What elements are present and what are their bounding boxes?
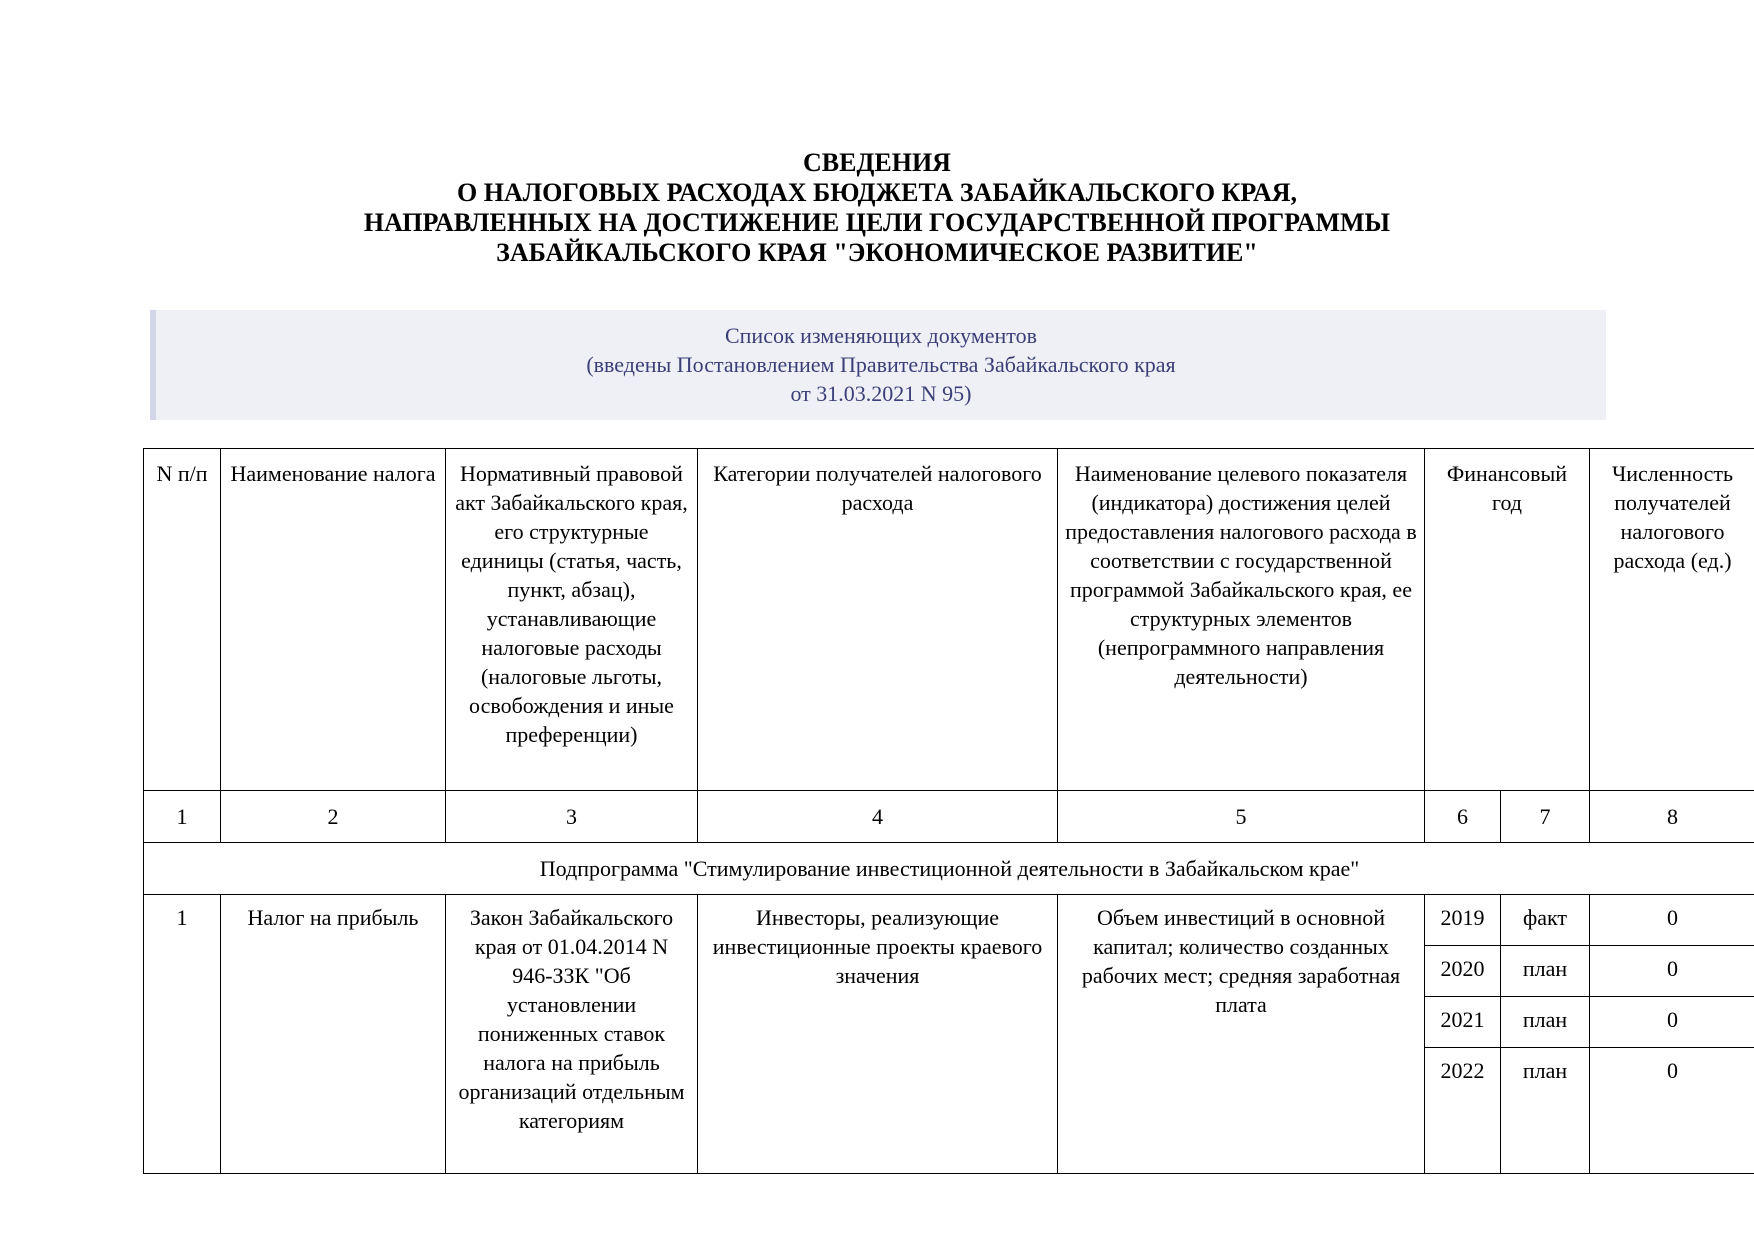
header-recipient-count: Численность получателей налогового расхода (ед.) bbox=[1590, 449, 1754, 791]
entry-year: 2020 bbox=[1425, 946, 1501, 997]
header-financial-year: Финансовый год bbox=[1425, 449, 1590, 791]
entry-recipient-count: 0 bbox=[1590, 1048, 1754, 1174]
title-line: СВЕДЕНИЯ bbox=[803, 148, 951, 177]
entry-year-type: план bbox=[1501, 1048, 1590, 1174]
entry-year-type: факт bbox=[1501, 895, 1590, 946]
header-tax-name: Наименование налога bbox=[221, 449, 446, 791]
header-legal-act: Нормативный правовой акт Забайкальского края, его структурные единицы (статья, часть, пункт, абзац), устанавливающие налоговые расходы (налоговые льготы, освобождения и иные преференции) bbox=[446, 449, 698, 791]
table-header-row bbox=[144, 449, 1754, 791]
entry-number: 1 bbox=[144, 895, 221, 1174]
header-recipient-categories: Категории получателей налогового расхода bbox=[698, 449, 1058, 791]
subprogram-row bbox=[144, 843, 1754, 895]
entry-recipient-count: 0 bbox=[1590, 997, 1754, 1048]
column-numbers-row bbox=[144, 791, 1754, 843]
entry-target-indicator: Объем инвестиций в основной капитал; количество созданных рабочих мест; средняя заработная плата bbox=[1058, 895, 1425, 1174]
column-number: 7 bbox=[1501, 791, 1590, 843]
entry-legal-act: Закон Забайкальского края от 01.04.2014 N 946-ЗЗК "Об установлении пониженных ставок налога на прибыль организаций отдельным категориям bbox=[446, 895, 698, 1174]
amending-documents-box bbox=[150, 310, 1606, 420]
title-line: ЗАБАЙКАЛЬСКОГО КРАЯ "ЭКОНОМИЧЕСКОЕ РАЗВИТИЕ" bbox=[496, 238, 1258, 267]
entry-recipient-count: 0 bbox=[1590, 895, 1754, 946]
entry-year-type: план bbox=[1501, 946, 1590, 997]
column-number: 5 bbox=[1058, 791, 1425, 843]
amending-documents-heading: Список изменяющих документов bbox=[724, 323, 1037, 348]
column-number: 1 bbox=[144, 791, 221, 843]
amending-documents-line: от 31.03.2021 N 95) bbox=[790, 381, 972, 406]
title-line: НАПРАВЛЕННЫХ НА ДОСТИЖЕНИЕ ЦЕЛИ ГОСУДАРСТВЕННОЙ ПРОГРАММЫ bbox=[363, 208, 1391, 237]
entry-year: 2021 bbox=[1425, 997, 1501, 1048]
column-number: 3 bbox=[446, 791, 698, 843]
entry-year: 2019 bbox=[1425, 895, 1501, 946]
entry-year: 2022 bbox=[1425, 1048, 1501, 1174]
subprogram-title: Подпрограмма "Стимулирование инвестиционной деятельности в Забайкальском крае" bbox=[144, 843, 1754, 895]
column-number: 6 bbox=[1425, 791, 1501, 843]
header-number: N п/п bbox=[144, 449, 221, 791]
amending-documents-line: (введены Постановлением Правительства Забайкальского края bbox=[586, 352, 1176, 377]
header-target-indicator: Наименование целевого показателя (индикатора) достижения целей предоставления налогового расхода в соответствии с государственной программой Забайкальского края, ее структурных элементов (непрограммного направления деятельности) bbox=[1058, 449, 1425, 791]
entry-year-type: план bbox=[1501, 997, 1590, 1048]
tax-expenditures-table bbox=[143, 448, 1754, 1174]
entry-recipient-categories: Инвесторы, реализующие инвестиционные проекты краевого значения bbox=[698, 895, 1058, 1174]
column-number: 2 bbox=[221, 791, 446, 843]
column-number: 4 bbox=[698, 791, 1058, 843]
entry-tax-name: Налог на прибыль bbox=[221, 895, 446, 1174]
column-number: 8 bbox=[1590, 791, 1754, 843]
document-title bbox=[0, 148, 1754, 268]
table-row bbox=[144, 895, 1754, 946]
title-line: О НАЛОГОВЫХ РАСХОДАХ БЮДЖЕТА ЗАБАЙКАЛЬСКОГО КРАЯ, bbox=[457, 178, 1297, 207]
entry-recipient-count: 0 bbox=[1590, 946, 1754, 997]
